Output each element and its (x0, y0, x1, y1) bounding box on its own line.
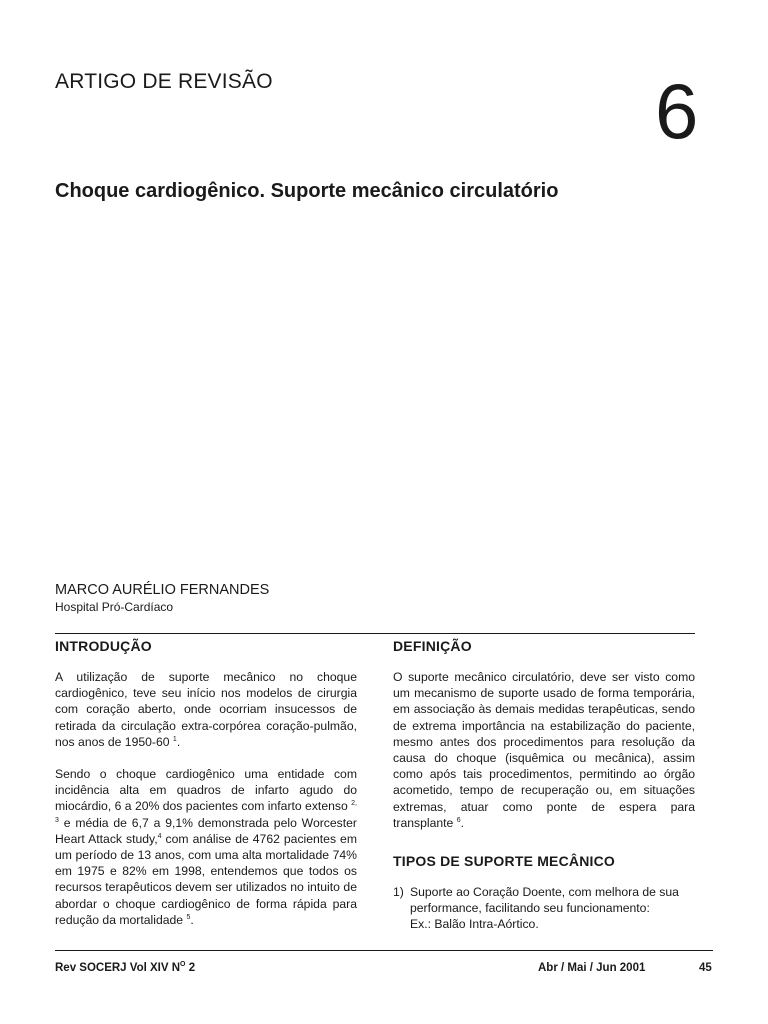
top-divider (55, 633, 695, 634)
ref-superscript: 5 (186, 913, 191, 921)
footer-issue-date: Abr / Mai / Jun 2001 (538, 962, 646, 974)
bottom-divider (55, 950, 713, 951)
intro-paragraph-2: Sendo o choque cardiogênico uma entidade com incidência alta em quadros de infarto agudo do miocárdio, 6 a 20% dos pacientes com infarto extenso $^{2, 3}$ e média de 6,7 a 9,1% demonstrada pelo Worcester Heart Attack study,$^4$ com análise de 4762 pacientes em um período de 13 anos, com uma alta mortalidade 74% em 1975 e 82% em 1998, entendemos que todos os recursos terapêuticos devem ser utilizados no intuito de abordar o choque cardiogênico de forma rápida para redução da mortalidade $^5$. (55, 767, 357, 927)
right-column (393, 638, 695, 933)
list-item (393, 884, 695, 933)
ref-superscript: 2, 3 (55, 800, 357, 824)
article-number: 6 (655, 67, 699, 155)
list-item-number: 1) (393, 885, 404, 900)
section-type-label: ARTIGO DE REVISÃO (55, 70, 273, 93)
heading-definicao: DEFINIÇÃO (393, 638, 472, 654)
footer-journal: Rev SOCERJ Vol XIV $N^O$ 2 (55, 961, 196, 974)
intro-paragraph-1: A utilização de suporte mecânico no choque cardiogênico, teve seu início nos modelos de cirurgia com coração aberto, onde ocorriam insucessos de retirada da circulação extra-corpórea coração-pulmão, nos anos de 1950-60 $^1$. (55, 670, 357, 749)
author-affiliation: Hospital Pró-Cardíaco (55, 600, 174, 614)
author-name: MARCO AURÉLIO FERNANDES (55, 582, 270, 598)
heading-tipos-suporte: TIPOS DE SUPORTE MECÂNICO (393, 853, 616, 870)
list-item-example: Ex.: Balão Intra-Aórtico. (410, 917, 539, 932)
list-item-text: Suporte ao Coração Doente, com melhora de sua performance, facilitando seu funcionamento: (410, 885, 679, 916)
footer-superscript: O (180, 961, 186, 969)
definicao-paragraph: O suporte mecânico circulatório, deve ser visto como um mecanismo de suporte usado de forma temporária, em associação às demais medidas terapêuticas, sendo de extrema importância na estabilização do paciente, mesmo antes dos procedimentos para resolução da causa do choque (isquêmica ou mecânica), assim como após tais procedimentos, permitindo ao órgão acometido, tempo de recuperação ou, em situações extremas, atuar como ponte de espera para transplante $^6$. (393, 670, 695, 830)
page-number: 45 (699, 962, 712, 974)
heading-introducao: INTRODUÇÃO (55, 638, 152, 654)
article-title: Choque cardiogênico. Suporte mecânico circulatório (55, 180, 559, 202)
ref-superscript: 6 (456, 816, 461, 824)
ref-superscript: 4 (157, 832, 162, 840)
ref-superscript: 1 (172, 735, 177, 743)
left-column (55, 638, 357, 944)
